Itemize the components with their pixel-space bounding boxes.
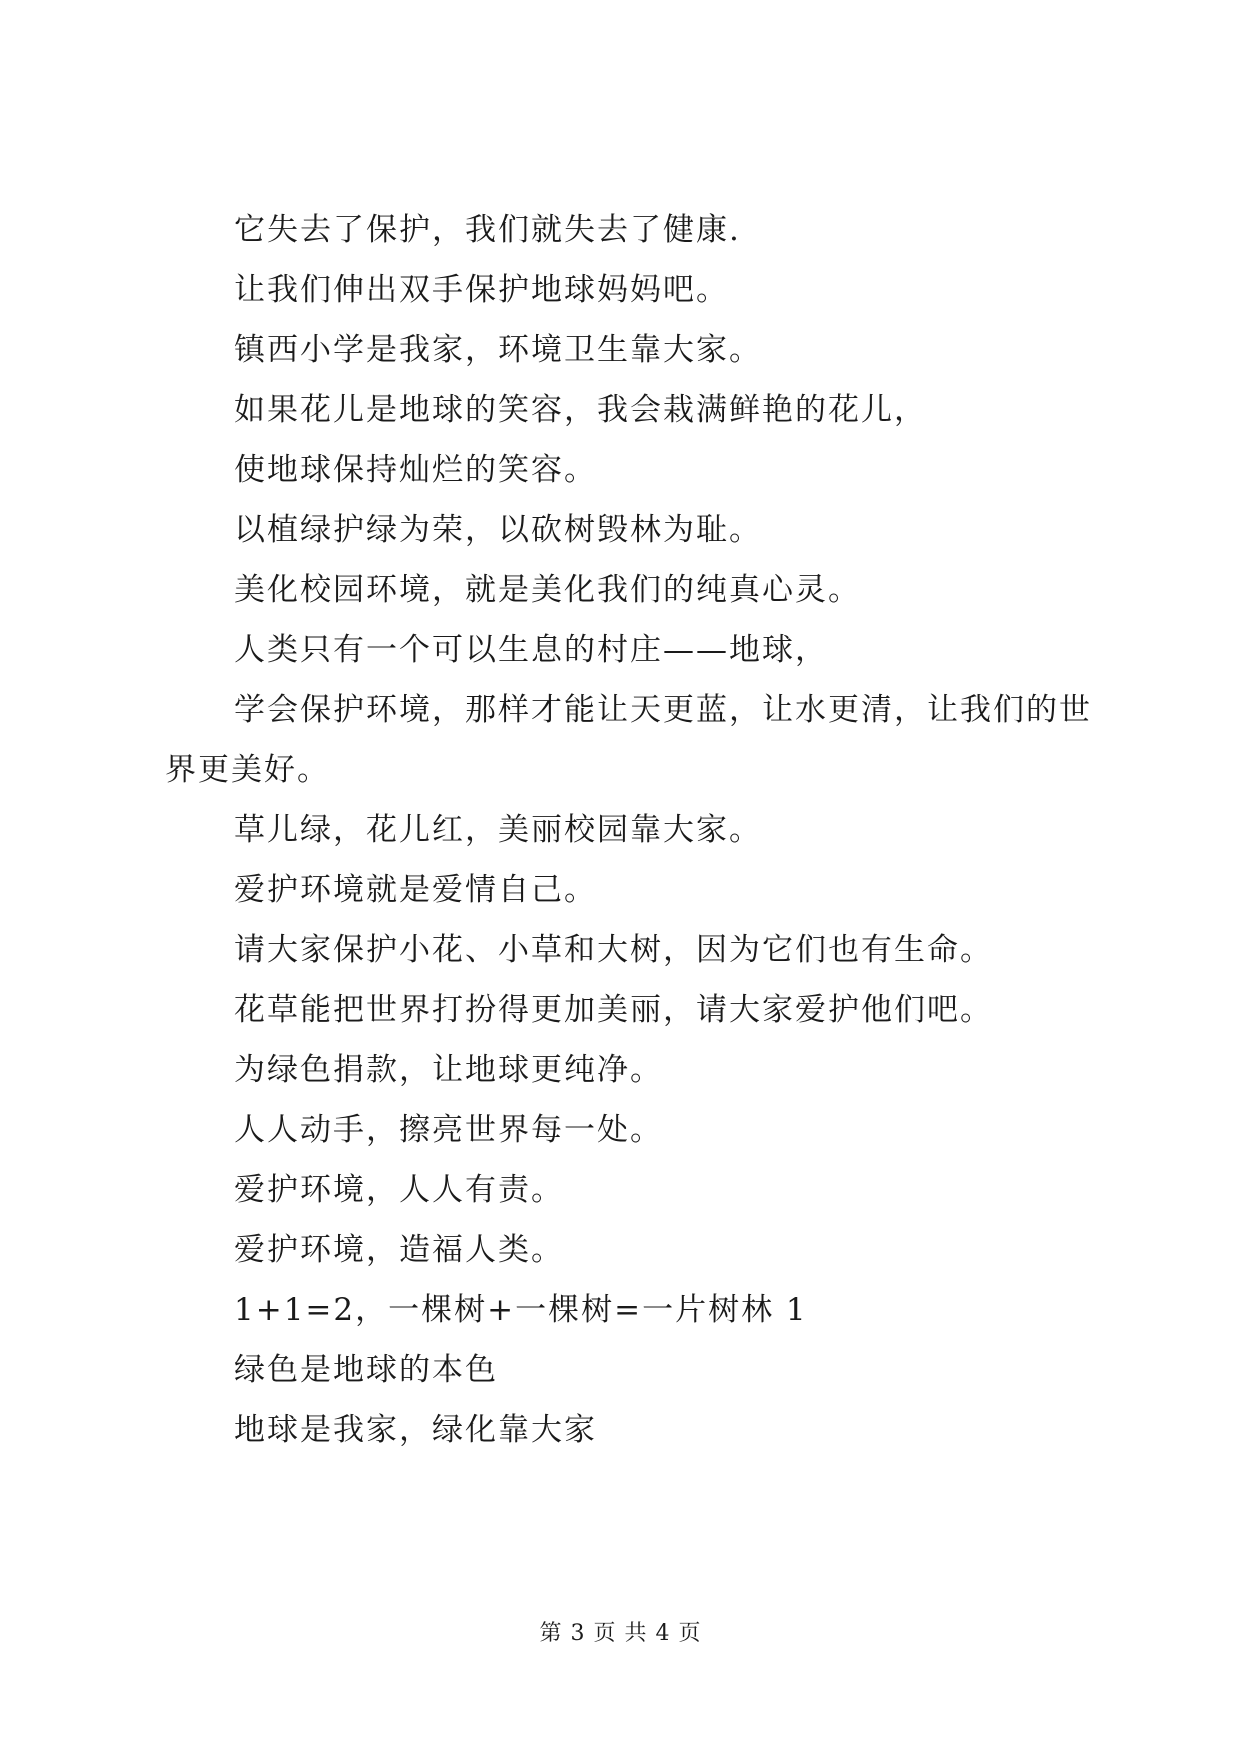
text-line: 花草能把世界打扮得更加美丽，请大家爱护他们吧。 [234,992,993,1028]
text-line: 学会保护环境，那样才能让天更蓝，让水更清，让我们的世 [234,692,1092,728]
text-line: 它失去了保护，我们就失去了健康. [234,212,741,248]
text-line: 让我们伸出双手保护地球妈妈吧。 [234,272,729,308]
page-footer: 第 3 页 共 4 页 [539,1621,702,1646]
text-line: 爱护环境，人人有责。 [234,1172,564,1208]
text-line: 为绿色捐款，让地球更纯净。 [234,1052,663,1088]
text-line: 爱护环境，造福人类。 [234,1232,564,1268]
text-line: 1+1=2，一棵树+一棵树=一片树林 1 [234,1292,808,1328]
text-line: 人类只有一个可以生息的村庄——地球， [234,632,828,668]
text-line: 地球是我家，绿化靠大家 [234,1412,597,1448]
text-line: 镇西小学是我家，环境卫生靠大家。 [234,332,762,368]
text-line: 爱护环境就是爱情自己。 [234,872,597,908]
text-line: 绿色是地球的本色 [234,1352,498,1388]
text-line: 请大家保护小花、小草和大树，因为它们也有生命。 [234,932,993,968]
text-line: 使地球保持灿烂的笑容。 [234,452,597,488]
text-line: 美化校园环境，就是美化我们的纯真心灵。 [234,572,861,608]
text-line: 如果花儿是地球的笑容，我会栽满鲜艳的花儿， [234,392,927,428]
document-body [0,200,1241,1460]
text-line-continuation: 界更美好。 [165,752,330,788]
text-line: 以植绿护绿为荣，以砍树毁林为耻。 [234,512,762,548]
text-line: 人人动手，擦亮世界每一处。 [234,1112,663,1148]
text-line: 草儿绿，花儿红，美丽校园靠大家。 [234,812,762,848]
